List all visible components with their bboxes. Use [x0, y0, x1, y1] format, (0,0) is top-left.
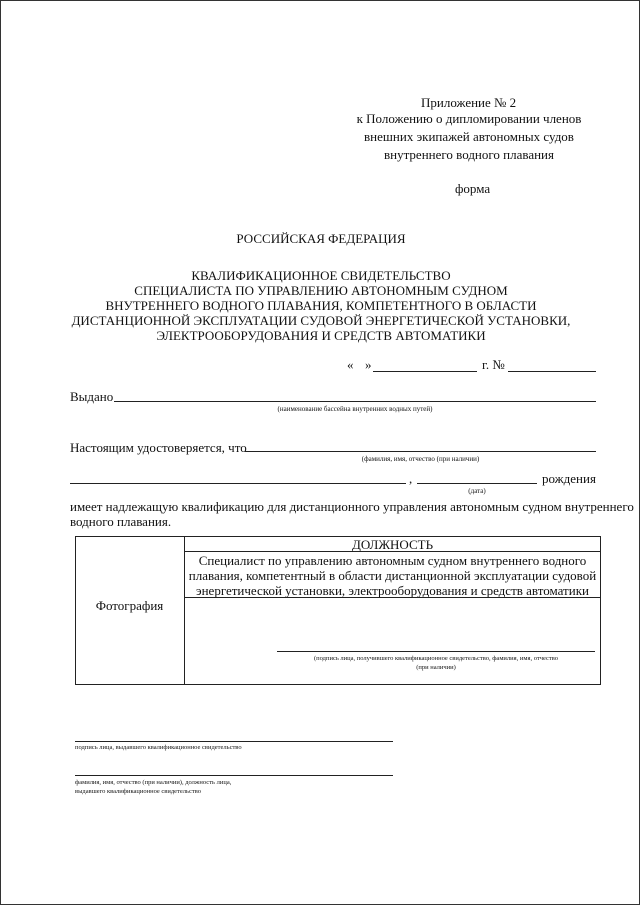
- certify-name-hint: (фамилия, имя, отчество (при наличии): [361, 455, 480, 463]
- issuer-name-line: [75, 775, 393, 776]
- appendix-line-2: внешних экипажей автономных судов: [364, 129, 574, 144]
- form-label: форма: [455, 181, 491, 196]
- appendix-line-1: к Положению о дипломировании членов: [356, 111, 582, 126]
- issued-field-line: [114, 401, 596, 402]
- certify-comma: ,: [409, 471, 413, 486]
- title-line-2: СПЕЦИАЛИСТА ПО УПРАВЛЕНИЮ АВТОНОМНЫМ СУДНОМ: [134, 283, 508, 298]
- date-field-line: [373, 371, 477, 372]
- photo-cell: Фотография: [95, 598, 164, 613]
- appendix-line-3: внутреннего водного плавания: [384, 147, 554, 162]
- number-label: г. №: [482, 357, 505, 372]
- birth-date-line: [417, 483, 537, 484]
- certify-text-line-2: водного плавания.: [70, 514, 172, 529]
- certify-label: Настоящим удостоверяется, что: [70, 440, 247, 455]
- issuer-signature-label: подпись лица, выдавшего квалификационное свидетельство: [75, 744, 242, 751]
- birth-label: рождения: [542, 471, 596, 486]
- position-line-1: Специалист по управлению автономным судном внутреннего водного: [198, 553, 587, 568]
- title-line-1: КВАЛИФИКАЦИОННОЕ СВИДЕТЕЛЬСТВО: [191, 268, 451, 283]
- country-title: РОССИЙСКАЯ ФЕДЕРАЦИЯ: [236, 231, 406, 246]
- appendix-number: Приложение № 2: [421, 95, 517, 110]
- title-line-5: ЭЛЕКТРООБОРУДОВАНИЯ И СРЕДСТВ АВТОМАТИКИ: [156, 328, 486, 343]
- title-line-3: ВНУТРЕННЕГО ВОДНОГО ПЛАВАНИЯ, КОМПЕТЕНТНОГО В ОБЛАСТИ: [105, 298, 537, 313]
- title-line-4: ДИСТАНЦИОННОЙ ЭКСПЛУАТАЦИИ СУДОВОЙ ЭНЕРГЕТИЧЕСКОЙ УСТАНОВКИ,: [71, 313, 571, 328]
- holder-signature-hint-2: (при наличии): [416, 664, 456, 671]
- birth-date-hint: (дата): [468, 487, 486, 495]
- issuer-signature-line: [75, 741, 393, 742]
- certify-text-line-1: имеет надлежащую квалификацию для дистанционного управления автономным судном внутреннего: [70, 499, 634, 514]
- issued-label: Выдано: [70, 389, 114, 404]
- issuer-name-label-1: фамилия, имя, отчество (при наличии), должность лица,: [75, 779, 232, 786]
- position-line-2: плавания, компетентный в области дистанционной эксплуатации судовой: [188, 568, 597, 583]
- position-header: ДОЛЖНОСТЬ: [351, 537, 434, 552]
- number-field-line: [508, 371, 596, 372]
- certify-name-line: [245, 451, 596, 452]
- position-line-3: энергетической установки, электрооборудования и средств автоматики: [196, 583, 589, 598]
- issued-hint: (наименование бассейна внутренних водных путей): [277, 405, 433, 413]
- date-quote-close: »: [365, 357, 372, 372]
- position-bottom-line: [184, 597, 601, 598]
- holder-signature-hint-1: (подпись лица, получившего квалификационное свидетельство, фамилия, имя, отчество: [313, 655, 559, 662]
- certify-name-line-2: [70, 483, 406, 484]
- issuer-name-label-2: выдавшего квалификационное свидетельство: [75, 788, 201, 795]
- date-quote-open: «: [347, 357, 354, 372]
- holder-signature-line: [277, 651, 595, 652]
